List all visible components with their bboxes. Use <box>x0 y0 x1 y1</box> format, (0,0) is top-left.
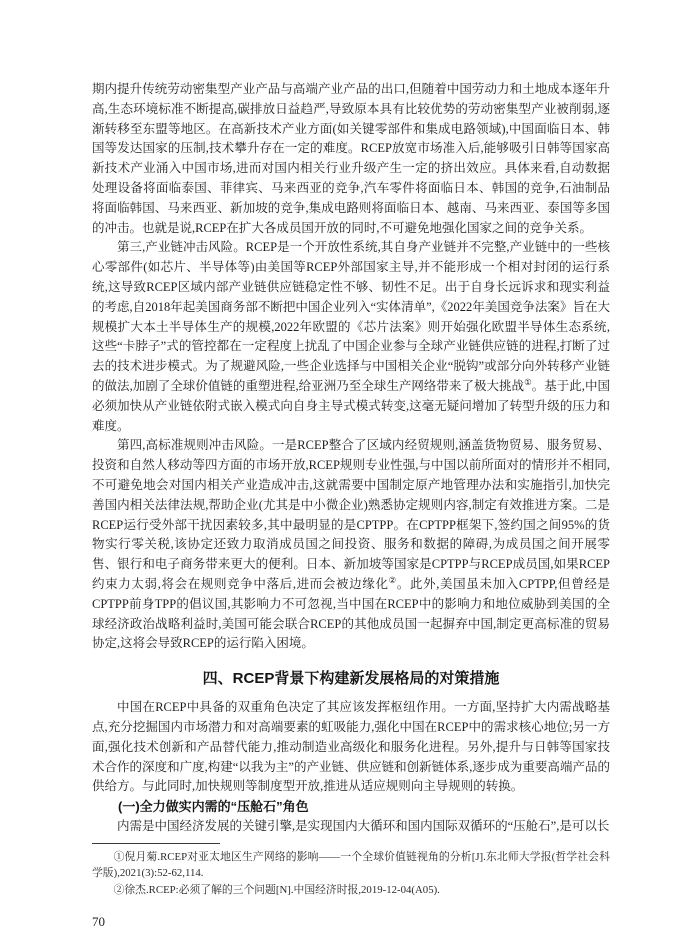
footnotes-section <box>92 843 610 899</box>
footnote-2: ②徐杰.RCEP:必须了解的三个问题[N].中国经济时报,2019-12-04(A05). <box>113 883 440 896</box>
body-paragraph-section-intro: 中国在RCEP中具备的双重角色决定了其应该发挥枢纽作用。一方面,坚持扩大内需战略基点,充分挖掘国内市场潜力和对高端要素的虹吸能力,强化中国在RCEP中的需求核心地位;另一方面,强化技术创新和产品替代能力,推动制造业高级化和服务化进程。另外,提升与日韩等国家技术合作的深度和广度,构建“以我为主”的产业链、供应链和创新链体系,逐步成为重要高端产品的供给方。与此同时,加快规则等制度型开放,推进从适应规则向主导规则的转换。 <box>92 700 610 794</box>
footnote-divider <box>92 843 220 844</box>
footnote-marker: ① <box>524 376 532 387</box>
body-paragraph-continuation: 期内提升传统劳动密集型产业产品与高端产业产品的出口,但随着中国劳动力和土地成本逐年升高,生态环境标准不断提高,碳排放日益趋严,导致原本具有比较优势的劳动密集型产业被削弱,逐渐转移至东盟等地区。在高新技术产业方面(如关键零部件和集成电路领域),中国面临日本、韩国等发达国家的压制,技术攀升存在一定的难度。RCEP放宽市场准入后,能够吸引日韩等国家高新技术产业涌入中国市场,进而对国内相关行业升级产生一定的挤出效应。具体来看,自动数据处理设备将面临泰国、菲律宾、马来西亚的竞争,汽车零件将面临日本、韩国的竞争,石油制品将面临韩国、马来西亚、新加坡的竞争,集成电路则将面临日本、越南、马来西亚、泰国等多国的冲击。也就是说,RCEP在扩大各成员国开放的同时,不可避免地强化国家之间的竞争关系。 <box>92 82 610 235</box>
section-heading: 四、RCEP背景下构建新发展格局的对策措施 <box>202 670 500 688</box>
subsection-heading: (一)全力做实内需的“压舱石”角色 <box>118 799 309 815</box>
footnote-marker: ② <box>388 574 397 585</box>
page-number: 70 <box>92 914 105 930</box>
page-content <box>92 80 610 930</box>
body-paragraph-subsection: 内需是中国经济发展的关键引擎,是实现国内大循环和国内国际双循环的“压舱石”,是可以长 <box>117 818 610 833</box>
body-paragraph-risk-4: 第四,高标准规则冲击风险。一是RCEP整合了区域内经贸规则,涵盖货物贸易、服务贸易、投资和自然人移动等四方面的市场开放,RCEP规则专业性强,与中国以前所面对的情形并不相同,不可避免地会对国内相关产业造成冲击,这就需要中国制定原产地管理办法和实施指引,加快完善国内相关法律法规,帮助企业(尤其是中小微企业)熟悉协定规则内容,制定有效推进方案。二是RCEP运行受外部干扰因素较多,其中最明显的是CPTPP。在CPTPP框架下,签约国之间95%的货物实行零关税,该协定还致力取消成员国之间投资、服务和数据的障碍,为成员国之间开展零售、银行和电子商务带来更大的便利。日本、新加坡等国家是CPTPP与RCEP成员国,如果RCEP约束力太弱,将会在规则竞争中落后,进而会被边缘化②。此外,美国虽未加入CPTPP,但曾经是CPTPP前身TPP的倡议国,其影响力不可忽视,当中国在RCEP中的影响力和地位威胁到美国的全球经济政治战略利益时,美国可能会联合RCEP的其他成员国一起摒弃中国,制定更高标准的贸易协定,这将会导致RCEP的运行陷入困境。 <box>92 438 610 651</box>
footnote-1: ①倪月菊.RCEP对亚太地区生产网络的影响——一个全球价值链视角的分析[J].东北师大学报(哲学社会科学版),2021(3):52-62,114. <box>92 850 610 880</box>
body-paragraph-risk-3: 第三,产业链冲击风险。RCEP是一个开放性系统,其自身产业链并不完整,产业链中的一些核心零部件(如芯片、半导体等)由美国等RCEP外部国家主导,并不能形成一个相对封闭的运行系统,这导致RCEP区域内部产业链供应链稳定性不够、韧性不足。出于自身长远诉求和现实利益的考虑,自2018年起美国商务部不断把中国企业列入“实体清单”,《2022年美国竞争法案》旨在大规模扩大本土半导体生产的规模,2022年欧盟的《芯片法案》则开始强化欧盟半导体生态系统,这些“卡脖子”式的管控都在一定程度上扰乱了中国企业参与全球产业链供应链的进程,打断了过去的技术进步模式。为了规避风险,一些企业选择与中国相关企业“脱钩”或部分向外转移产业链的做法,加剧了全球价值链的重塑进程,给亚洲乃至全球生产网络带来了极大挑战①。基于此,中国必须加快从产业链依附式嵌入模式向自身主导式模式转变,这毫无疑问增加了转型升级的压力和难度。 <box>92 240 610 433</box>
